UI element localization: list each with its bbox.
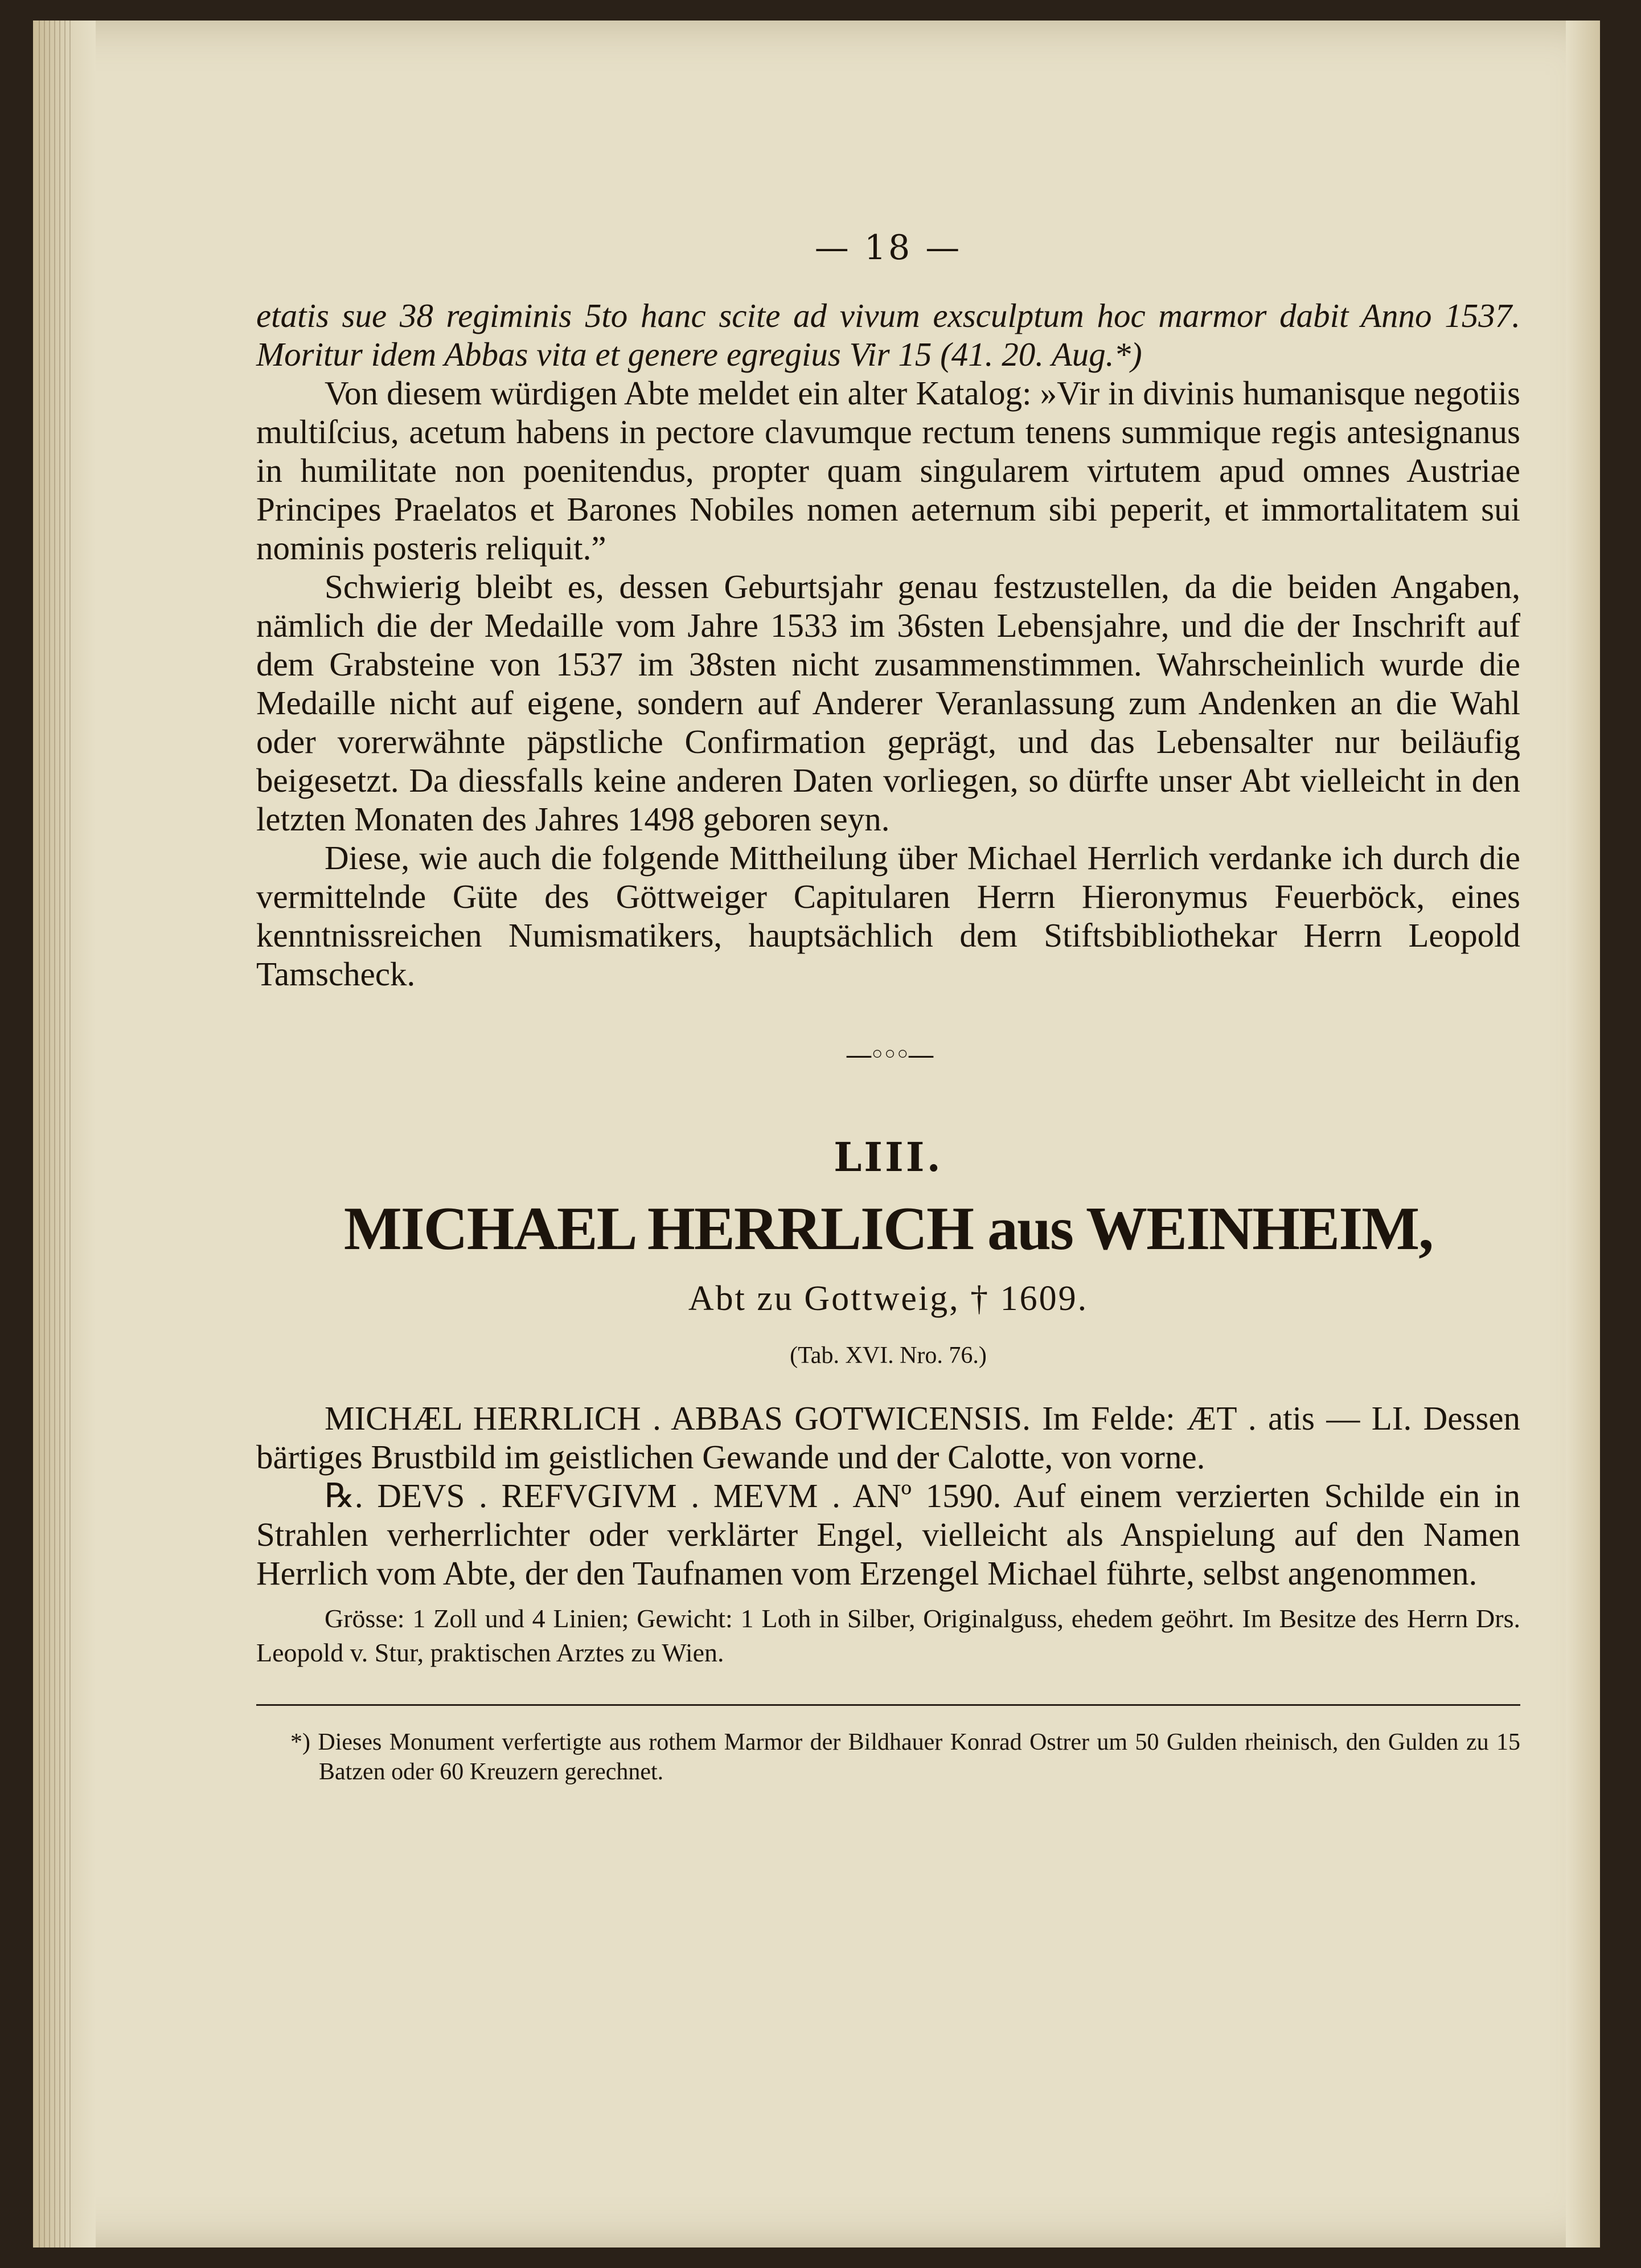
medal-reverse: ℞. DEVS . REFVGIVM . MEVM . ANº 1590. Auf einem verzierten Schilde ein in Strahlen verherrlichter oder verklärter Engel, vielleicht als Anspielung auf den Namen Herrlich vom Abte, der den Taufnamen vom Erzengel Michael führte, selbst angenommen.: [256, 1477, 1520, 1592]
binding-texture: [39, 21, 73, 2247]
plate-reference: (Tab. XVI. Nro. 76.): [790, 1342, 987, 1369]
page-edge: [1566, 21, 1600, 2247]
footnote-divider: [256, 1704, 1520, 1706]
page-number: — 18 —: [814, 228, 962, 268]
latin-inscription: etatis sue 38 regiminis 5to hanc scite ad vivum exsculptum hoc marmor dabit Anno 1537. Moritur idem Abbas vita et genere egregius Vir 15 (41. 20. Aug.*): [256, 297, 1520, 373]
medal-size-note: Grösse: 1 Zoll und 4 Linien; Gewicht: 1 Loth in Silber, Originalguss, ehedem geöhrt. Im Besitze des Herrn Drs. Leopold v. Stur, praktischen Arztes zu Wien.: [256, 1604, 1520, 1667]
page-binding: [33, 21, 96, 2247]
paragraph-mittheilung: Diese, wie auch die folgende Mittheilung über Michael Herrlich verdanke ich durch die vermittelnde Güte des Göttweiger Capitularen Herrn Hieronymus Feuerböck, eines kenntnissreichen Numismatikers, hauptsächlich dem Stiftsbibliothekar Herrn Leopold Tamscheck.: [256, 839, 1520, 993]
section-ornament: —◦◦◦—: [845, 1039, 932, 1071]
chapter-title: MICHAEL HERRLICH aus WEINHEIM,: [343, 1195, 1433, 1263]
page-content: [256, 228, 1520, 1787]
medal-obverse: MICHÆL HERRLICH . ABBAS GOTWICENSIS. Im Felde: ÆT . atis — LI. Dessen bärtiges Brustbild im geistlichen Gewande und der Calotte, von vorne.: [256, 1399, 1520, 1476]
chapter-number: LIII.: [834, 1133, 943, 1181]
paragraph-geburtsjahr: Schwierig bleibt es, dessen Geburtsjahr genau festzustellen, da die beiden Angaben, nämlich die der Medaille vom Jahre 1533 im 36sten Lebensjahre, und die der Inschrift auf dem Grabsteine von 1537 im 38sten nicht zusammenstimmen. Wahrscheinlich wurde die Medaille nicht auf eigene, sondern auf Anderer Veranlassung zum Andenken an die Wahl oder vorerwähnte päpstliche Confirmation geprägt, und das Lebensalter nur beiläufig beigesetzt. Da diessfalls keine anderen Daten vorliegen, so dürfte unser Abt vielleicht in den letzten Monaten des Jahres 1498 geboren seyn.: [256, 568, 1520, 838]
chapter-subtitle: Abt zu Gottweig, † 1609.: [688, 1279, 1089, 1318]
paragraph-katalog: Von diesem würdigen Abte meldet ein alter Katalog: »Vir in divinis humanisque negotiis multiſcius, acetum habens in pectore clavumque rectum tenens summique regis antesignanus in humilitate non poenitendus, propter quam singularem virtutem apud omnes Austriae Principes Praelatos et Barones Nobiles nomen aeternum sibi peperit, et immortalitatem sui nominis posteris reliquit.”: [256, 374, 1520, 567]
footnote: *) Dieses Monument verfertigte aus rothem Marmor der Bildhauer Konrad Ostrer um 50 Gulden rheinisch, den Gulden zu 15 Batzen oder 60 Kreuzern gerechnet.: [290, 1729, 1520, 1785]
